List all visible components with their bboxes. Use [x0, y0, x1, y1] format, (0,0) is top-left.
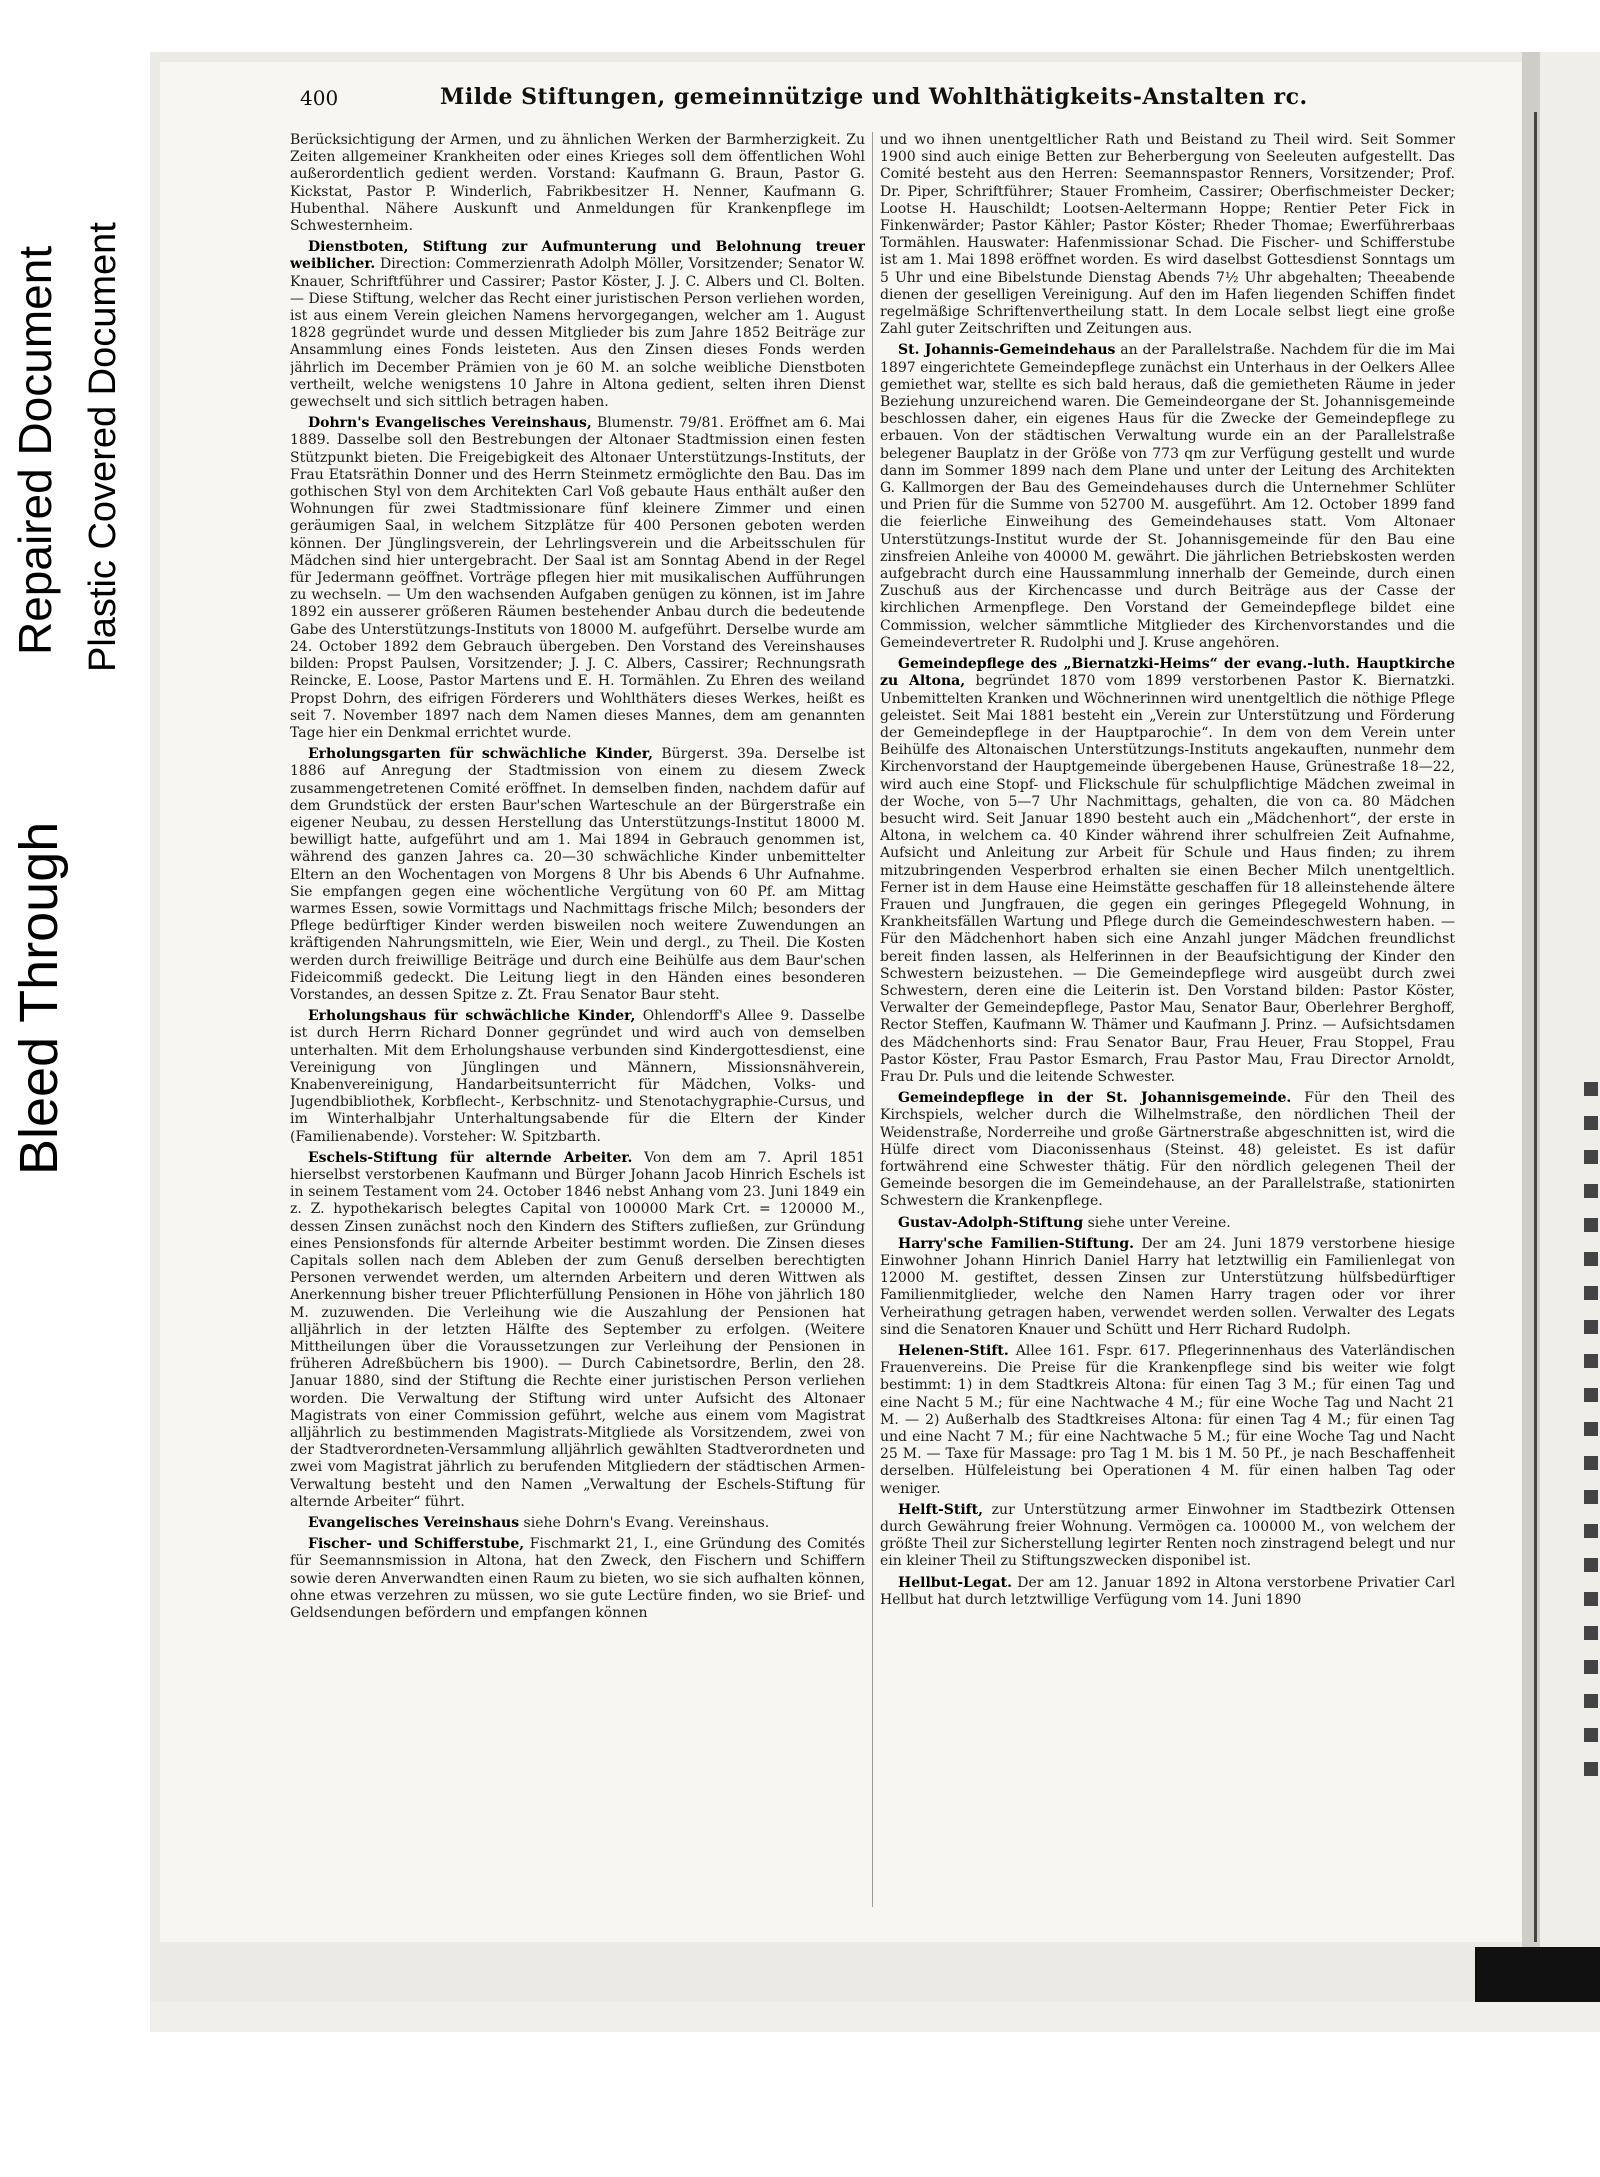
entry-text: Für den Theil des Kirchspiels, welcher durch die Wilhelmstraße, den nördlichen Theil der Weidenstraße, Norderreihe und große Gärtnerstraße abgeschnitten ist, wird die Hülfe direct vom Diaconissenhaus (Steinst. 48) geleistet. Es ist dafür fortwährend eine Schwester thätig. Für den nördlich gelegenen Theil der Gemeinde besorgen die im Gemeindehause, an der Parallelstraße, stationirten Schwestern die Krankenpflege. [880, 1090, 1455, 1210]
page-number: 400 [300, 86, 339, 110]
paragraph [880, 1090, 1455, 1210]
entry-title: Hellbut-Legat. [898, 1574, 1012, 1591]
entry-title: Gemeindepflege in der St. Johannisgemeinde. [898, 1090, 1292, 1107]
entry-text: Der am 24. Juni 1879 verstorbene hiesige Einwohner Johann Hinrich Daniel Harry hat letztwillig ein Familienlegat von 12000 M. gestiftet, dessen Zinsen zur Unterstützung hülfsbedürftiger Familienmitglieder, welche den Namen Harry tragen oder vor ihrer Verheirathung getragen haben, verwendet werden sollen. Verwalter des Legats sind die Senatoren Knauer und Schütt und Herr Richard Rudolph. [880, 1235, 1455, 1338]
entry-text: Allee 161. Fspr. 617. Pflegerinnenhaus des Vaterländischen Frauenvereins. Die Preise für die Krankenpflege sind bis weiter wie folgt bestimmt: 1) in dem Stadtkreis Altona: für einen Tag 3 M.; für einen Tag und eine Nacht 5 M.; für eine Nachtwache 4 M.; für eine Woche Tag und Nacht 21 M. — 2) Außerhalb des Stadtkreises Altona: für einen Tag 4 M.; für einen Tag und eine Nacht 7 M.; für eine Nachtwache 5 M.; für eine Woche Tag und Nacht 25 M. — Taxe für Massage: pro Tag 1 M. bis 1 M. 50 Pf., je nach Beschaffenheit derselben. Hülfeleistung bei Operationen 4 M. für einen halben Tag oder weniger. [880, 1343, 1455, 1497]
entry-title: Erholungsgarten für schwächliche Kinder, [308, 746, 653, 763]
paragraph [290, 239, 865, 411]
entry-text: siehe unter Vereine. [1087, 1214, 1231, 1231]
bleed-through-label: Bleed Through [9, 821, 69, 1175]
entry-text: Berücksichtigung der Armen, und zu ähnlichen Werken der Barmherzigkeit. Zu Zeiten allgemeiner Krankheiten oder eines Krieges soll dem öffentlichen Wohl außerordentlich gedient werden. Vorstand: Kaufmann G. Braun, Pastor G. Kickstat, Pastor P. Winderlich, Fabrikbesitzer H. Nenner, Kaufmann G. Hubenthal. Nähere Auskunft und Anmeldungen für Krankenpflege im Schwesternheim. [290, 132, 865, 235]
paragraph [880, 1343, 1455, 1498]
column-rule [872, 132, 873, 1907]
entry-title: Dohrn's Evangelisches Vereinshaus, [308, 415, 592, 432]
paragraph [880, 1502, 1455, 1571]
entry-title: Fischer- und Schifferstube, [308, 1536, 525, 1553]
adjacent-page-edge [1540, 52, 1600, 2002]
entry-text: Bürgerst. 39a. Derselbe ist 1886 auf Anregung der Stadtmission von einem zu diesem Zweck zusammengetretenen Comité eröffnet. In demselben finden, nachdem dafür auf dem Grundstück der ersten Baur'schen Warteschule an der Bürgerstraße ein eigener Neubau, zu dessen Herstellung das Unterstützungs-Institut 18000 M. bewilligt hatte, aufgeführt und am 1. Mai 1894 in Gebrauch genommen ist, während des ganzen Jahres ca. 20—30 schwächliche Kinder unbemittelter Eltern an den Wochentagen von Morgens 8 Uhr bis Abends 6 Uhr Aufnahme. Sie empfangen gegen eine wöchentliche Vergütung von 60 Pf. am Mittag warmes Essen, sowie Vormittags und Nachmittags frische Milch; besonders der Pflege bedürftiger Kinder werden bisweilen noch weitere Zuwendungen an kräftigenden Nahrungsmitteln, wie Eier, Wein und dergl., zu Theil. Die Kosten werden durch freiwillige Beiträge und durch eine Beihülfe aus dem Baur'schen Fideicommiß gedeckt. Die Leitung liegt in den Händen eines besonderen Vorstandes, an dessen Spitze z. Zt. Frau Senator Baur steht. [290, 746, 865, 1003]
page-header [300, 86, 1450, 118]
entry-text: Fischmarkt 21, I., eine Gründung des Comités für Seemannsmission in Altona, hat den Zweck, den Fischern und Schiffern sowie deren Anverwandten einen Raum zu bieten, wo sie sich aufhalten können, ohne etwas verzehren zu müssen, wo sie gute Lectüre finden, wo sie Brief- und Geldsendungen befördern und empfangen können [290, 1536, 865, 1622]
entry-title: Harry'sche Familien-Stiftung. [898, 1235, 1135, 1252]
paragraph [880, 342, 1455, 652]
entry-title: St. Johannis-Gemeindehaus [898, 342, 1116, 359]
paragraph [290, 415, 865, 742]
adjacent-page-text [1584, 1082, 1598, 1782]
paragraph [880, 1575, 1455, 1609]
paragraph [290, 132, 865, 235]
repaired-document-label: Repaired Document [9, 245, 61, 655]
paragraph [880, 1236, 1455, 1339]
entry-text: Von dem am 7. April 1851 hierselbst verstorbenen Kaufmann und Bürger Johann Jacob Hinrich Eschels ist in seinem Testament vom 24. October 1846 nebst Anhang vom 23. Juni 1849 ein z. Z. hypothekarisch belegtes Capital von 100000 Mark Crt. = 120000 M., dessen Zinsen zunächst noch den Kindern des Stifters zufließen, zur Gründung eines Pensionsfonds für alternde Arbeiter bestimmt worden. Die Zinsen dieses Capitals sollen nach dem Ableben der zum Genuß derselben berechtigten Personen verwendet werden, um alternden Arbeitern und deren Wittwen als Anerkennung bisher treuer Pflichterfüllung Pensionen in Höhe von jährlich 180 M. zuzuwenden. Die Verleihung wie die Auszahlung der Pensionen hat alljährlich in der letzten Hälfte des September zu erfolgen. (Weitere Mittheilungen über die Voraussetzungen zur Verleihung der Pensionen in früheren Adreßbüchern bis 1900). — Durch Cabinetsordre, Berlin, den 28. Januar 1880, sind der Stiftung die Rechte einer juristischen Person verliehen worden. Die Verwaltung der Stiftung wird unter Aufsicht des Altonaer Magistrats von einer Commission geführt, welche aus einem vom Magistrat alljährlich zu bestimmenden Magistrats-Mitgliede als Vorsitzendem, zwei von der Stadtverordneten-Versammlung alljährlich gewählten Stadtverordneten und zwei vom Magistrat jährlich zu berufenden Mitgliedern der städtischen Armen-Verwaltung besteht und den Namen „Verwaltung der Eschels-Stiftung für alternde Arbeiter“ führt. [290, 1149, 865, 1510]
paragraph [290, 1150, 865, 1511]
label-strip [0, 0, 150, 2177]
entry-title: Helenen-Stift. [898, 1343, 1009, 1360]
binding-line [1534, 112, 1537, 1942]
scanner-margin [150, 2002, 1600, 2032]
entry-title: Dienstboten, Stiftung zur Aufmunterung und Belohnung treuer weiblicher. [290, 239, 865, 273]
scanned-page [150, 52, 1600, 2002]
paragraph [880, 132, 1455, 338]
paragraph [880, 656, 1455, 1086]
entry-title: Helft-Stift, [898, 1501, 984, 1518]
entry-title: Eschels-Stiftung für alternde Arbeiter. [308, 1149, 633, 1166]
entry-text: Direction: Commerzienrath Adolph Möller, Vorsitzender; Senator W. Knauer, Schriftführer und Cassirer; Pastor Köster, J. J. C. Albers und Cl. Bolten. — Diese Stiftung, welcher das Recht einer juristischen Person verliehen worden, ist aus einem Verein gleichen Namens hervorgegangen, welcher am 1. August 1828 gegründet wurde und dessen Mitglieder bis zum Jahre 1852 Beiträge zur Ansammlung eines Fonds leisteten. Aus den Zinsen dieses Fonds werden jährlich im December Prämien von je 60 M. an solche weibliche Dienstboten vertheilt, welche wenigstens 10 Jahre in Altona gedient, selten ihren Dienst gewechselt und sich sittlich betragen haben. [290, 256, 865, 411]
entry-title: Erholungshaus für schwächliche Kinder, [308, 1008, 636, 1025]
entry-text: begründet 1870 vom 1899 verstorbenen Pastor K. Biernatzki. Unbemittelten Kranken und Wöchnerinnen wird unentgeltlich die nöthige Pflege geleistet. Seit Mai 1881 besteht ein „Verein zur Unterstützung und Förderung der Gemeindepflege in der Hauptparochie“. In dem von dem Verein unter Beihülfe des Altonaischen Unterstützungs-Instituts angekauften, nunmehr dem Kirchenvorstand der Hauptgemeinde übergebenen Hause, Grünestraße 18—22, wird auch eine Stopf- und Flickschule für schulpflichtige Mädchen zweimal in der Woche, von 5—7 Uhr Nachmittags, gehalten, die von ca. 80 Mädchen besucht wird. Seit Januar 1890 besteht auch ein „Mädchenhort“, der erste in Altona, in welchem ca. 40 Kinder während ihrer schulfreien Zeit Aufnahme, Aufsicht und Anleitung zur Arbeit für Schule und Haus finden; zu ihrem mitzubringenden Vesperbrod erhalten sie einen Becher Milch unentgeltlich. Ferner ist in dem Hause eine Heimstätte geschaffen für 18 alleinstehende ältere Frauen und Jungfrauen, die gegen ein geringes Pflegegeld Wohnung, in Krankheitsfällen Wartung und Pflege durch die Gemeindeschwestern haben. — Für den Mädchenhort haben sich eine Anzahl junger Mädchen freundlichst bereit finden lassen, als Helferinnen in der Beaufsichtigung der Kinder den Schwestern beizustehen. — Die Gemeindepflege wird ausgeübt durch zwei Schwestern, deren eine die Leiterin ist. Den Vorstand bilden: Pastor Köster, Verwalter der Gemeindepflege, Pastor Mau, Senator Baur, Oberlehrer Berghoff, Rector Steffen, Kaufmann W. Thämer und Kaufmann J. Prinz. — Aufsichtsdamen des Mädchenhorts sind: Frau Senator Baur, Frau Heuer, Frau Stoppel, Frau Pastor Köster, Frau Pastor Esmarch, Frau Pastor Mau, Frau Director Arnoldt, Frau Dr. Puls und die leitende Schwester. [880, 673, 1455, 1085]
dark-corner [1475, 1947, 1600, 2002]
left-column [290, 132, 865, 1907]
entry-text: Ohlendorff's Allee 9. Dasselbe ist durch Herrn Richard Donner gegründet und wird auch von demselben unterhalten. Mit dem Erholungshause verbunden sind Kindergottesdienst, eine Vereinigung von Jünglingen und Männern, Missionsnähverein, Knabenvereinigung, Handarbeitsunterricht für Mädchen, Volks- und Jugendbibliothek, Korbflecht-, Kerbschnitz- und Stenotachygraphie-Cursus, und im Winterhalbjahr Unterhaltungsabende für die Eltern der Kinder (Familienabende). Vorsteher: W. Spitzbarth. [290, 1008, 865, 1145]
entry-title: Gemeindepflege des „Biernatzki-Heims“ der evang.-luth. Hauptkirche zu Altona, [880, 656, 1455, 690]
entry-text: Der am 12. Januar 1892 in Altona verstorbene Privatier Carl Hellbut hat durch letztwillige Verfügung vom 14. Juni 1890 [880, 1574, 1455, 1608]
entry-text: Blumenstr. 79/81. Eröffnet am 6. Mai 1889. Dasselbe soll den Bestrebungen der Altonaer Stadtmission einen festen Stützpunkt bieten. Die Freigebigkeit des Altonaer Unterstützungs-Instituts, der Frau Etatsräthin Donner und des Herrn Steinmetz ermöglichte den Bau. Das im gothischen Styl von dem Architekten Carl Voß gebaute Haus enthält außer den Wohnungen für zwei Stadtmissionare fünf kleinere Zimmer und einen geräumigen Saal, in welchem Sitzplätze für 400 Personen geboten werden können. Der Jünglingsverein, der Lehrlingsverein und die Arbeitsschulen für Mädchen sind hier untergebracht. Der Saal ist am Sonntag Abend in der Regel für Jedermann geöffnet. Vorträge pflegen hier mit musikalischen Aufführungen zu wechseln. — Um den wachsenden Aufgaben genügen zu können, ist im Jahre 1892 ein ausserer größeren Räumen bestehender Anbau durch die bedeutende Gabe des Unterstützungs-Instituts von 18000 M. aufgeführt. Derselbe wurde am 24. October 1892 dem Gebrauch übergeben. Den Vorstand des Vereinshauses bilden: Propst Paulsen, Vorsitzender; J. J. C. Albers, Cassirer; Rechnungsrath Reincke, E. Loose, Pastor Martens und E. H. Tormählen. Zu Ehren des weiland Propst Dohrn, des eifrigen Förderers und Wohlthäters dieses Werkes, heißt es seit 7. November 1897 nach dem Namen dieses Mannes, dem am genannten Tage hier ein Denkmal errichtet wurde. [290, 415, 865, 741]
entry-text: zur Unterstützung armer Einwohner im Stadtbezirk Ottensen durch Gewährung freier Wohnung. Vermögen ca. 100000 M., von welchem der größte Theil zur Sicherstellung legirter Renten noch zinstragend belegt und nur ein kleiner Theil zu Stiftungszwecken disponibel ist. [880, 1501, 1455, 1570]
running-title: Milde Stiftungen, gemeinnützige und Wohlthätigkeits-Anstalten rc. [440, 84, 1308, 110]
entry-title: Evangelisches Vereinshaus [308, 1515, 520, 1532]
page-edge-shadow [1522, 52, 1540, 2002]
paper-sheet [160, 62, 1522, 1942]
entry-text: siehe Dohrn's Evang. Vereinshaus. [523, 1515, 770, 1532]
paragraph [290, 1008, 865, 1146]
entry-title: Gustav-Adolph-Stiftung [898, 1214, 1084, 1231]
paragraph [290, 746, 865, 1004]
paragraph [290, 1536, 865, 1622]
paragraph [290, 1515, 865, 1532]
entry-text: und wo ihnen unentgeltlicher Rath und Beistand zu Theil wird. Seit Sommer 1900 sind auch einige Betten zur Beherbergung von Seeleuten aufgestellt. Das Comité besteht aus den Herren: Seemannspastor Renners, Vorsitzender; Prof. Dr. Piper, Schriftführer; Stauer Fromheim, Cassirer; Oberfischmeister Decker; Lootse H. Hauschildt; Lootsen-Aeltermann Hoppe; Rentier Peter Fick in Finkenwärder; Pastor Kähler; Pastor Köster; Rheder Thomae; Ewerführerbaas Tormählen. Hauswater: Hafenmissionar Schad. Die Fischer- und Schifferstube ist am 1. Mai 1898 eröffnet worden. Es wird daselbst Gottesdienst Sonntags um 5 Uhr und eine Bibelstunde Dienstag Abends 7½ Uhr abgehalten; Theeabende dienen der geselligen Vereinigung. Auf den im Hafen liegenden Schiffen findet regelmäßige Schriftenvertheilung statt. In dem Locale selbst liegt eine große Zahl guter Zeitschriften und Zeitungen aus. [880, 132, 1455, 338]
plastic-covered-label: Plastic Covered Document [82, 222, 124, 672]
right-column [880, 132, 1455, 1907]
paragraph [880, 1215, 1455, 1232]
entry-text: an der Parallelstraße. Nachdem für die im Mai 1897 eingerichtete Gemeindepflege zunächst ein Unterhaus in der Oelkers Allee gemiethet war, stellte es sich bald heraus, daß die gemietheten Räume in jeder Beziehung unzureichend waren. Die Gemeindeorgane der St. Johannisgemeinde beschlossen daher, ein eigenes Haus für die Zwecke der Gemeindepflege zu erbauen. Von der städtischen Verwaltung wurde ein an der Parallelstraße belegener Bauplatz in der Größe von 773 qm zur Verfügung gestellt und wurde dann im Sommer 1899 nach dem Plane und unter der Leitung des Architekten G. Kallmorgen der Bau des Gemeindehauses durch die Unternehmer Schlüter und Prien für die Summe von 52700 M. ausgeführt. Am 12. October 1899 fand die feierliche Einweihung des Gemeindehauses statt. Vom Altonaer Unterstützungs-Institut wurde der St. Johannisgemeinde für den Bau eine zinsfreien Anleihe von 40000 M. gewährt. Die jährlichen Betriebskosten werden aufgebracht durch eine Haussammlung innerhalb der Gemeinde, durch einen Zuschuß aus der Kirchencasse und durch Beiträge aus der Casse der kirchlichen Armenpflege. Den Vorstand der Gemeindepflege bildet eine Commission, welcher sämmtliche Mitglieder des Kirchenvorstandes und die Gemeindevertreter R. Rudolphi und J. Kruse angehören. [880, 342, 1455, 651]
